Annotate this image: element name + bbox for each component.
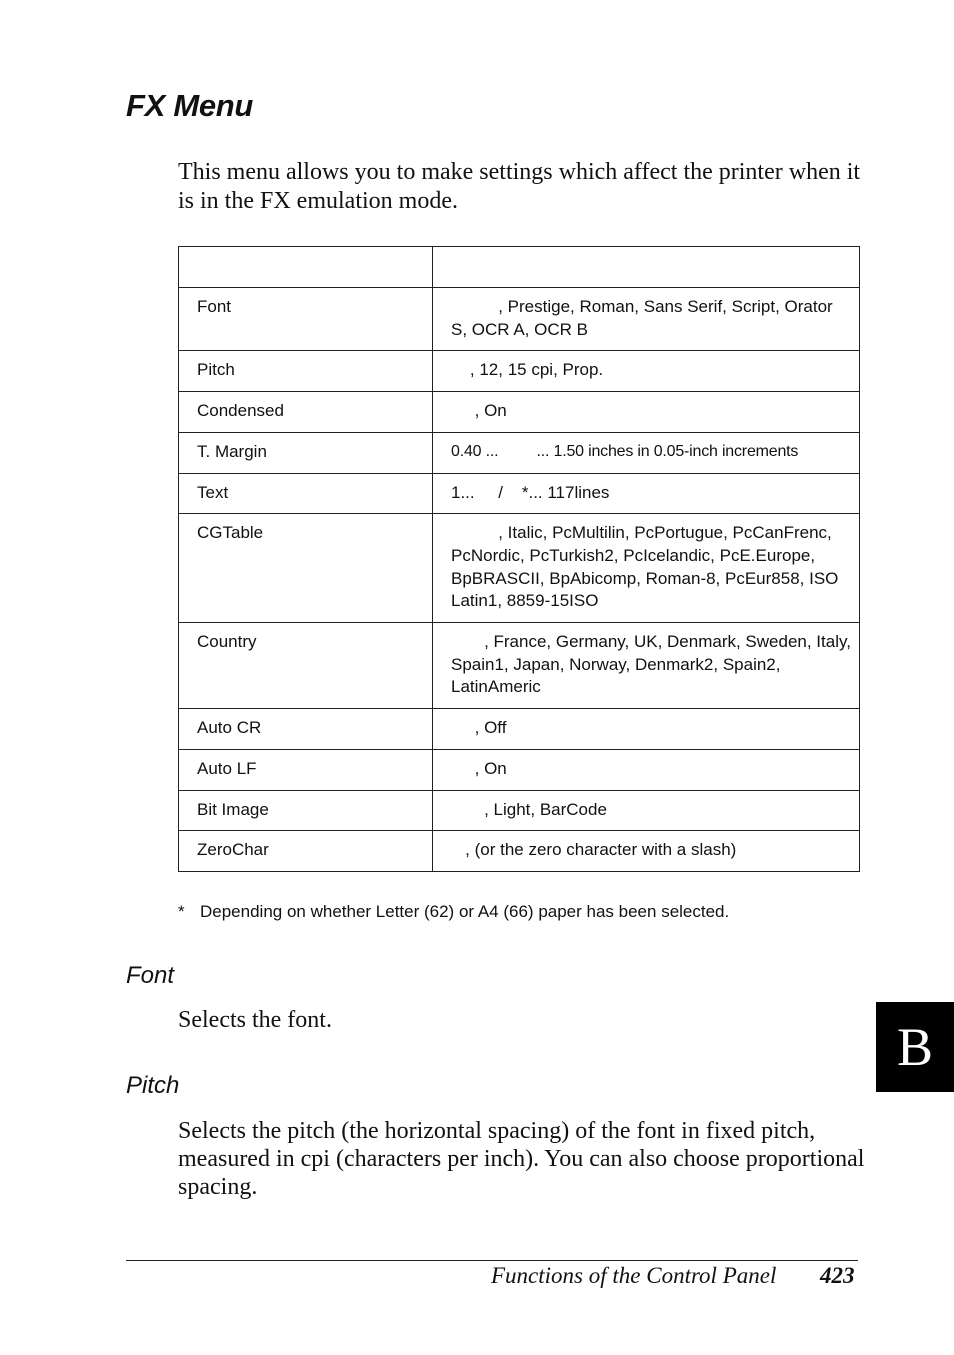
- table-row: [179, 709, 860, 750]
- table-row: [179, 392, 860, 433]
- settings-cell: , (or the zero character with a slash): [433, 831, 860, 872]
- table-row: [179, 288, 860, 351]
- intro-paragraph: This menu allows you to make settings which affect the printer when it is in the FX emulation mode.: [178, 159, 861, 214]
- section-heading-font: Font: [126, 962, 175, 989]
- column-header-item: [179, 247, 433, 288]
- item-cell: Bit Image: [179, 790, 433, 831]
- footnote-text: Depending on whether Letter (62) or A4 (66) paper has been selected.: [200, 902, 730, 921]
- table-row: [179, 514, 860, 623]
- item-cell: ZeroChar: [179, 831, 433, 872]
- table-row: [179, 749, 860, 790]
- table-row: [179, 790, 860, 831]
- page-title: FX Menu: [126, 88, 254, 123]
- column-header-settings: [433, 247, 860, 288]
- table-row: [179, 351, 860, 392]
- settings-table: [178, 246, 860, 872]
- item-cell: Country: [179, 623, 433, 709]
- settings-cell: , Light, BarCode: [433, 790, 860, 831]
- section-heading-pitch: Pitch: [126, 1072, 180, 1099]
- item-cell: Auto CR: [179, 709, 433, 750]
- table-row: [179, 473, 860, 514]
- section-body-pitch: Selects the pitch (the horizontal spacing) of the font in fixed pitch, measured in cpi (characters per inch). You can also choose proportional spacing.: [178, 1118, 865, 1200]
- footnote-marker: *: [178, 902, 185, 921]
- table-footnote: [178, 902, 729, 922]
- settings-cell: , On: [433, 749, 860, 790]
- settings-cell: , Off: [433, 709, 860, 750]
- item-cell: T. Margin: [179, 432, 433, 473]
- item-cell: Pitch: [179, 351, 433, 392]
- page-number: 423: [820, 1263, 855, 1288]
- settings-cell: , Italic, PcMultilin, PcPortugue, PcCanFrenc, PcNordic, PcTurkish2, PcIcelandic, PcE.Europe, BpBRASCII, BpAbicomp, Roman-8, PcEur858, ISO Latin1, 8859-15ISO: [433, 514, 860, 623]
- item-cell: Auto LF: [179, 749, 433, 790]
- item-cell: Condensed: [179, 392, 433, 433]
- table-row: [179, 831, 860, 872]
- settings-cell: , On: [433, 392, 860, 433]
- item-cell: Font: [179, 288, 433, 351]
- settings-cell: , France, Germany, UK, Denmark, Sweden, Italy, Spain1, Japan, Norway, Denmark2, Spain2, LatinAmeric: [433, 623, 860, 709]
- table-header-row: [179, 247, 860, 288]
- footer-chapter-title: Functions of the Control Panel: [491, 1263, 777, 1288]
- settings-cell: , 12, 15 cpi, Prop.: [433, 351, 860, 392]
- settings-cell: 0.40 ... ... 1.50 inches in 0.05-inch increments: [433, 432, 860, 473]
- table-row: [179, 432, 860, 473]
- appendix-tab: B: [876, 1002, 954, 1092]
- settings-cell: , Prestige, Roman, Sans Serif, Script, Orator S, OCR A, OCR B: [433, 288, 860, 351]
- table-row: [179, 623, 860, 709]
- section-body-font: Selects the font.: [178, 1007, 332, 1033]
- item-cell: Text: [179, 473, 433, 514]
- item-cell: CGTable: [179, 514, 433, 623]
- footer-rule: [126, 1260, 858, 1261]
- settings-cell: 1... / *... 117lines: [433, 473, 860, 514]
